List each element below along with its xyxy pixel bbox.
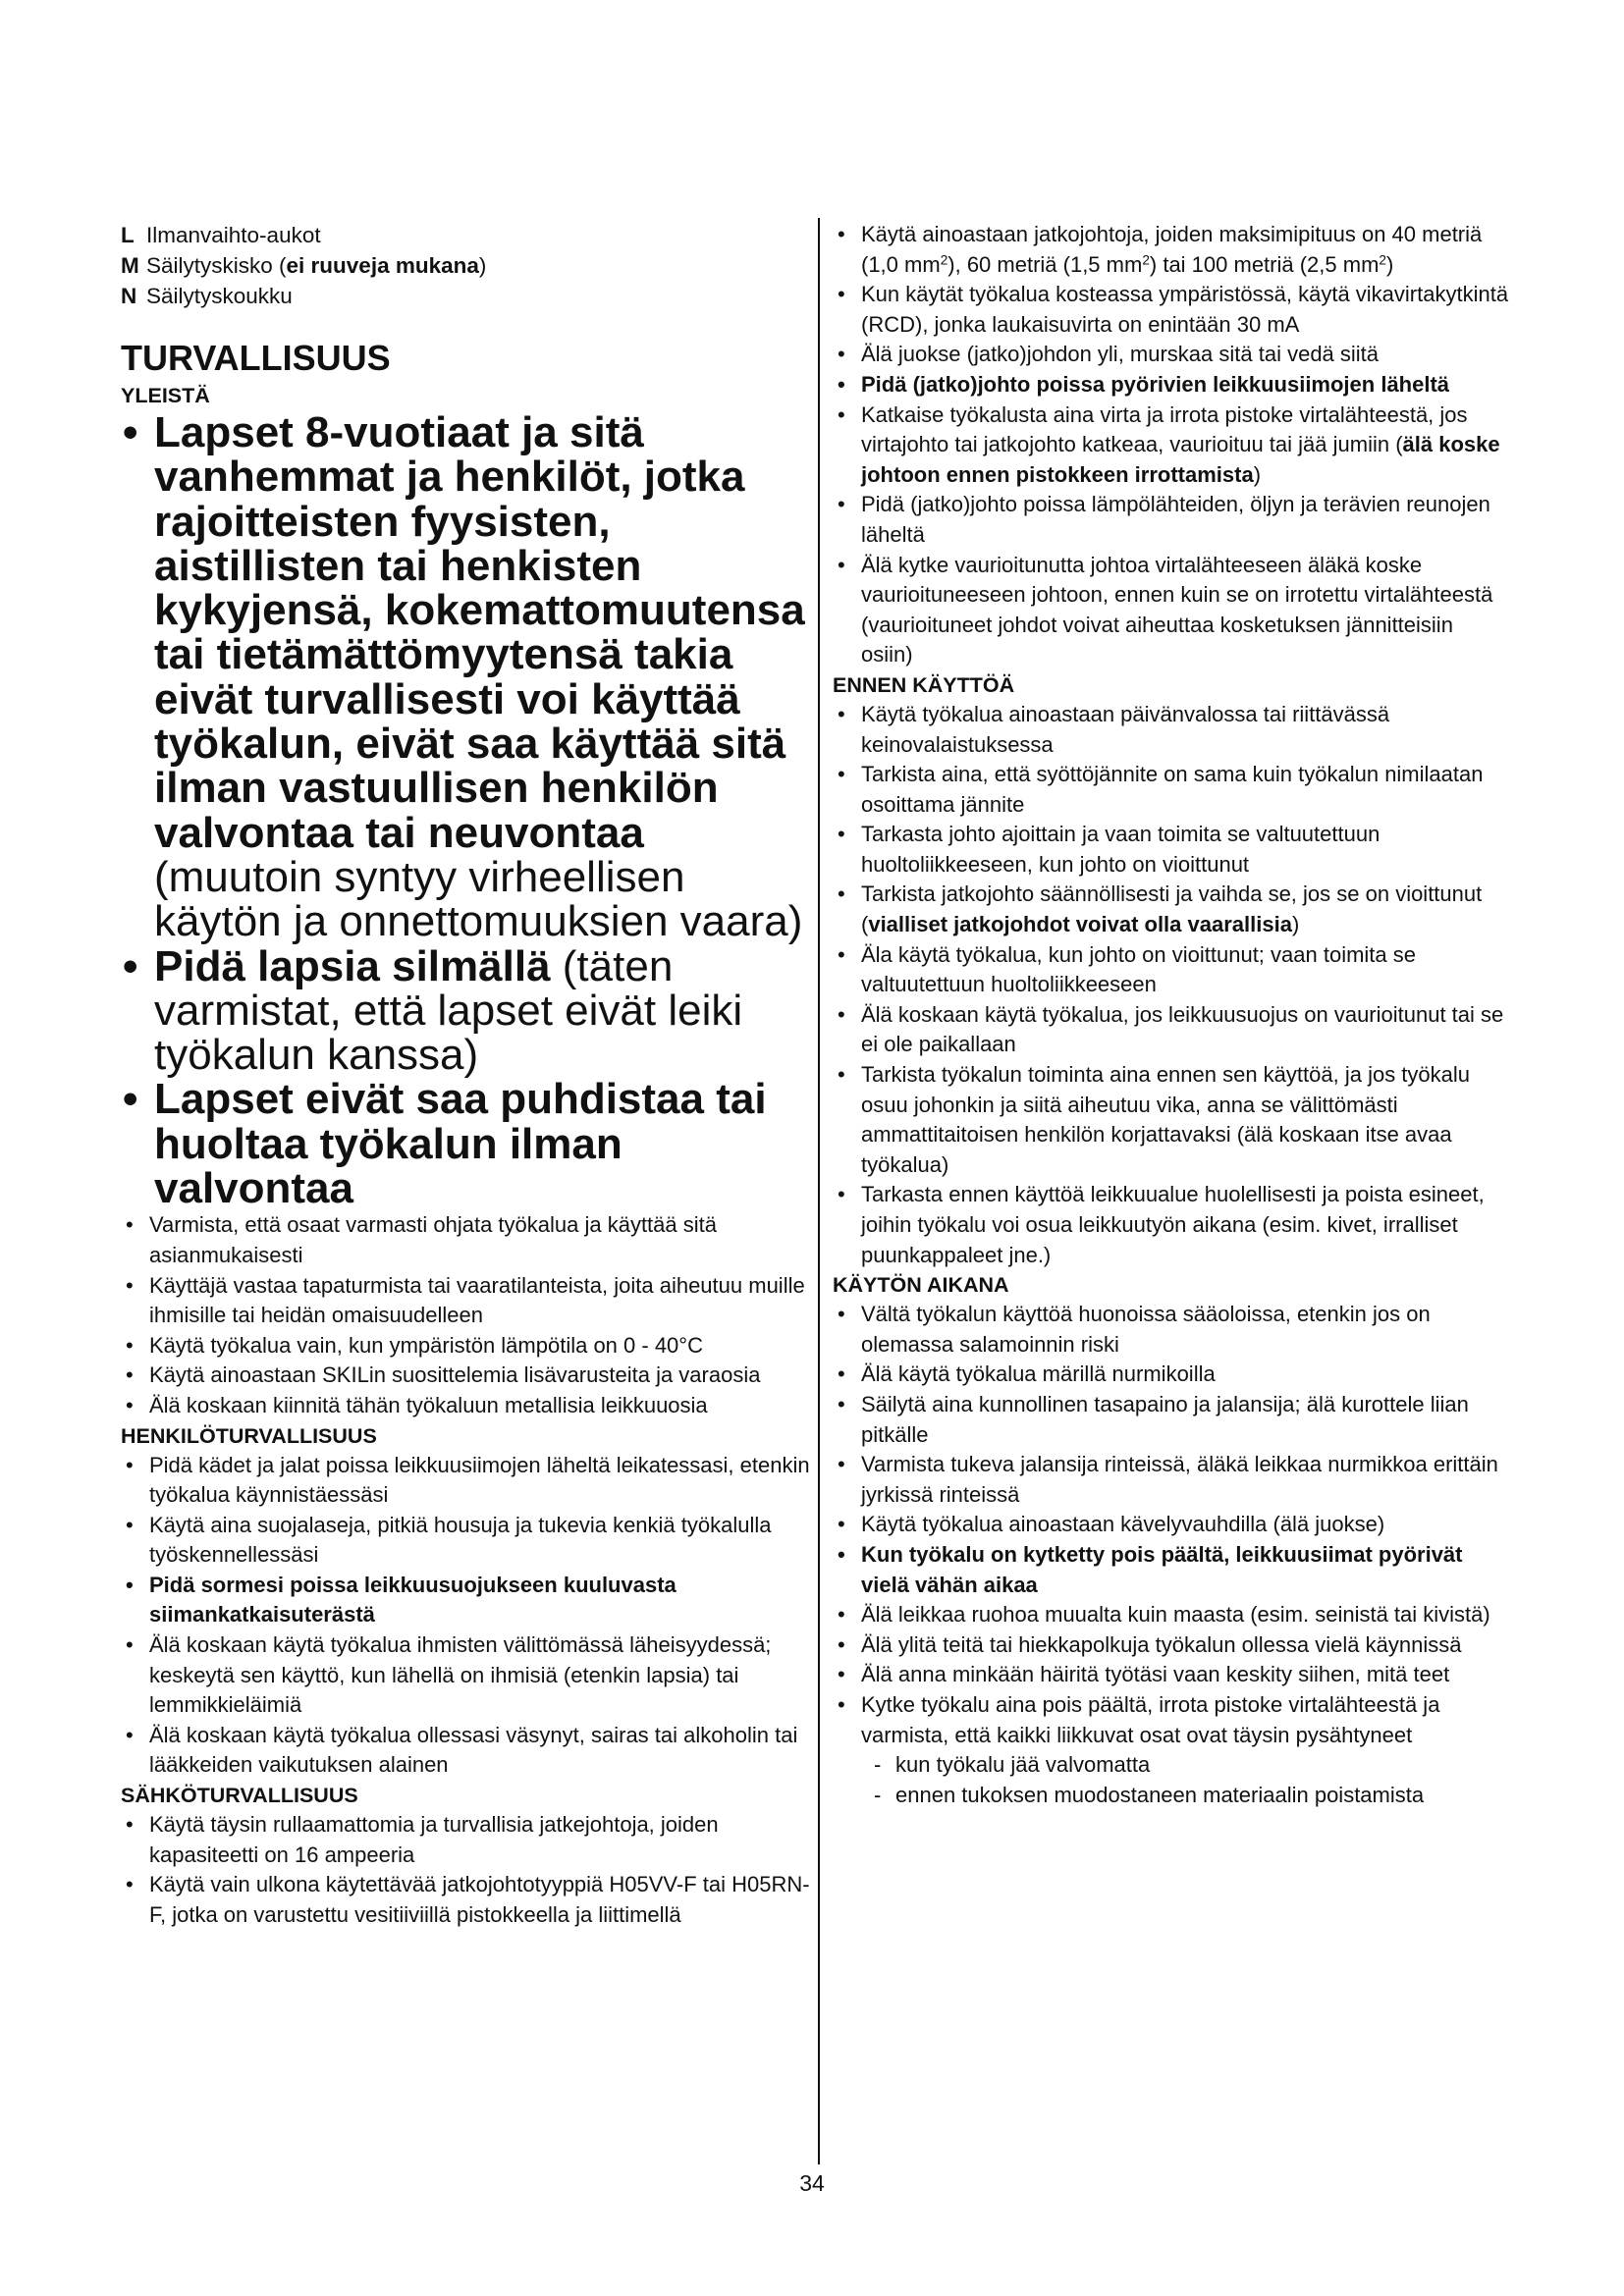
list-item: • Pidä kädet ja jalat poissa leikkuusiimojen läheltä leikatessasi, etenkin työkalua käynnistäessäsi	[121, 1451, 810, 1511]
list-item: • Katkaise työkalusta aina virta ja irrota pistoke virtalähteestä, jos virtajohto tai jatkojohto katkeaa, vaurioituu tai jää jumiin (älä koske johtoon ennen pistokkeen irrottamista)	[833, 400, 1510, 491]
list-item: • Pidä (jatko)johto poissa pyörivien leikkuusiimojen läheltä	[833, 370, 1510, 400]
heading-yleista: YLEISTÄ	[121, 384, 210, 407]
list-item: • Älä koskaan käytä työkalua ihmisten välittömässä läheisyydessä; keskeytä sen käyttö, kun lähellä on ihmisiä (etenkin lapsia) tai lemmikkieläimiä	[121, 1630, 810, 1721]
dash-list	[861, 1750, 1510, 1810]
list-item: • Kun käytät työkalua kosteassa ympäristössä, käytä vikavirtakytkintä (RCD), jonka laukaisuvirta on enintään 30 mA	[833, 280, 1510, 340]
list-item: • Käytä ainoastaan SKILin suosittelemia lisävarusteita ja varaosia	[121, 1361, 810, 1391]
list-item: • Älä koskaan käytä työkalua, jos leikkuusuojus on vaurioitunut tai se ei ole paikallaan	[833, 1000, 1510, 1060]
cable-safety-list	[833, 220, 1510, 670]
list-item: • Pidä sormesi poissa leikkuusuojukseen kuuluvasta siimankatkaisuterästä	[121, 1571, 810, 1630]
electrical-safety-list	[121, 1810, 810, 1930]
list-item: • Tarkista jatkojohto säännöllisesti ja vaihda se, jos se on vioittunut (vialliset jatkojohdot voivat olla vaarallisia)	[833, 880, 1510, 939]
dash-item: - ennen tukoksen muodostaneen materiaalin poistamista	[861, 1781, 1510, 1811]
list-item: • Lapset eivät saa puhdistaa tai huoltaa työkalun ilman valvontaa	[121, 1077, 810, 1210]
heading-ennen-kayttoa: ENNEN KÄYTTÖÄ	[833, 672, 1015, 697]
list-item: • Vältä työkalun käyttöä huonoissa sääoloissa, etenkin jos on olemassa salamoinnin riski	[833, 1300, 1510, 1360]
children-warning-list	[121, 408, 810, 1213]
list-item: • Tarkista aina, että syöttöjännite on sama kuin työkalun nimilaatan osoittama jännite	[833, 760, 1510, 820]
list-item: • Käyttäjä vastaa tapaturmista tai vaaratilanteista, joita aiheutuu muille ihmisille tai heidän omaisuudelleen	[121, 1271, 810, 1331]
list-item: • Älä juokse (jatko)johdon yli, murskaa sitä tai vedä siitä	[833, 340, 1510, 370]
heading-sahkoturvallisuus: SÄHKÖTURVALLISUUS	[121, 1784, 358, 1808]
left-column	[121, 220, 810, 1930]
heading-henkiloturvallisuus: HENKILÖTURVALLISUUS	[121, 1423, 377, 1448]
list-item: • Älä käytä työkalua märillä nurmikoilla	[833, 1360, 1510, 1390]
list-item: • Lapset 8-vuotiaat ja sitä vanhemmat ja henkilöt, jotka rajoitteisten fyysisten, aistillisten tai henkisten kykyjensä, kokemattomuutensa tai tietämättömyytensä takia eivät turvallisesti voi käyttää työkalun, eivät saa käyttää sitä ilman vastuullisen henkilön valvontaa tai neuvontaa (muutoin syntyy virheellisen käytön ja onnettomuuksien vaara)	[121, 410, 810, 944]
personal-safety-list	[121, 1451, 810, 1782]
legend-item: L Ilmanvaihto-aukot	[121, 223, 321, 247]
list-item: • Varmista, että osaat varmasti ohjata työkalua ja käyttää sitä asianmukaisesti	[121, 1210, 810, 1270]
list-item: • Säilytä aina kunnollinen tasapaino ja jalansija; älä kurottele liian pitkälle	[833, 1390, 1510, 1450]
list-item: • Älä leikkaa ruohoa muualta kuin maasta (esim. seinistä tai kivistä)	[833, 1600, 1510, 1630]
list-item: • Kytke työkalu aina pois päältä, irrota pistoke virtalähteestä ja varmista, että kaikki liikkuvat osat ovat täysin pysähtyneet - kun työkalu jää valvomatta - ennen tukoksen muodostaneen materiaalin poistamista	[833, 1690, 1510, 1810]
list-item: • Käytä työkalua ainoastaan päivänvalossa tai riittävässä keinovalaistuksessa	[833, 700, 1510, 760]
list-item: • Varmista tukeva jalansija rinteissä, äläkä leikkaa nurmikkoa erittäin jyrkissä rinteissä	[833, 1450, 1510, 1510]
list-item: • Käytä työkalua vain, kun ympäristön lämpötila on 0 - 40°C	[121, 1331, 810, 1362]
list-item: • Pidä (jatko)johto poissa lämpölähteiden, öljyn ja terävien reunojen läheltä	[833, 490, 1510, 550]
list-item: • Käytä ainoastaan jatkojohtoja, joiden maksimipituus on 40 metriä (1,0 $mm^2$), 60 metriä (1,5 $mm^2$) tai 100 metriä (2,5 $mm^2$)	[833, 220, 1510, 280]
during-use-list	[833, 1300, 1510, 1810]
heading-kayton-aikana: KÄYTÖN AIKANA	[833, 1273, 1009, 1298]
before-use-list	[833, 700, 1510, 1270]
list-item: • Älä kytke vaurioitunutta johtoa virtalähteeseen äläkä koske vaurioituneeseen johtoon, ennen kuin se on irrotettu virtalähteestä (vaurioituneet johdot voivat aiheuttaa kosketuksen jännitteisiin osiin)	[833, 551, 1510, 670]
list-item: • Käytä työkalua ainoastaan kävelyvauhdilla (älä juokse)	[833, 1510, 1510, 1540]
list-item: • Käytä vain ulkona käytettävää jatkojohtotyyppiä H05VV-F tai H05RN-F, jotka on varustettu vesitiiviillä pistokkeella ja liittimellä	[121, 1870, 810, 1930]
list-item: • Tarkista työkalun toiminta aina ennen sen käyttöä, ja jos työkalu osuu johonkin ja siitä aiheutuu vika, anna se välittömästi ammattitaitoisen henkilön korjattavaksi (älä koskaan itse avaa työkalua)	[833, 1060, 1510, 1180]
list-item: • Äla käytä työkalua, kun johto on vioittunut; vaan toimita se valtuutettuun huoltoliikkeeseen	[833, 940, 1510, 1000]
right-column	[833, 220, 1510, 1810]
list-item: • Älä ylitä teitä tai hiekkapolkuja työkalun ollessa vielä käynnissä	[833, 1630, 1510, 1661]
dash-item: - kun työkalu jää valvomatta	[861, 1750, 1510, 1781]
section-title: TURVALLISUUS	[121, 338, 391, 378]
list-item: • Älä koskaan käytä työkalua ollessasi väsynyt, sairas tai alkoholin tai lääkkeiden vaikutuksen alainen	[121, 1721, 810, 1781]
list-item: • Tarkasta johto ajoittain ja vaan toimita se valtuutettuun huoltoliikkeeseen, kun johto on vioittunut	[833, 820, 1510, 880]
page-number: 34	[799, 2170, 825, 2196]
general-list	[121, 1210, 810, 1420]
column-divider	[818, 218, 820, 2164]
list-item: • Tarkasta ennen käyttöä leikkuualue huolellisesti ja poista esineet, joihin työkalu voi osua leikkuutyön aikana (esim. kivet, irralliset puunkappaleet jne.)	[833, 1180, 1510, 1270]
list-item: • Käytä aina suojalaseja, pitkiä housuja ja tukevia kenkiä työkalulla työskennellessäsi	[121, 1511, 810, 1571]
list-item: • Älä koskaan kiinnitä tähän työkaluun metallisia leikkuuosia	[121, 1391, 810, 1421]
parts-legend	[121, 220, 810, 311]
legend-item: N Säilytyskoukku	[121, 284, 293, 308]
list-item: • Käytä täysin rullaamattomia ja turvallisia jatkejohtoja, joiden kapasiteetti on 16 ampeeria	[121, 1810, 810, 1870]
legend-item: M Säilytyskisko (ei ruuveja mukana)	[121, 253, 487, 278]
list-item: • Kun työkalu on kytketty pois päältä, leikkuusiimat pyörivät vielä vähän aikaa	[833, 1540, 1510, 1600]
list-item: • Älä anna minkään häiritä työtäsi vaan keskity siihen, mitä teet	[833, 1660, 1510, 1690]
list-item: • Pidä lapsia silmällä (täten varmistat, että lapset eivät leiki työkalun kanssa)	[121, 944, 810, 1078]
